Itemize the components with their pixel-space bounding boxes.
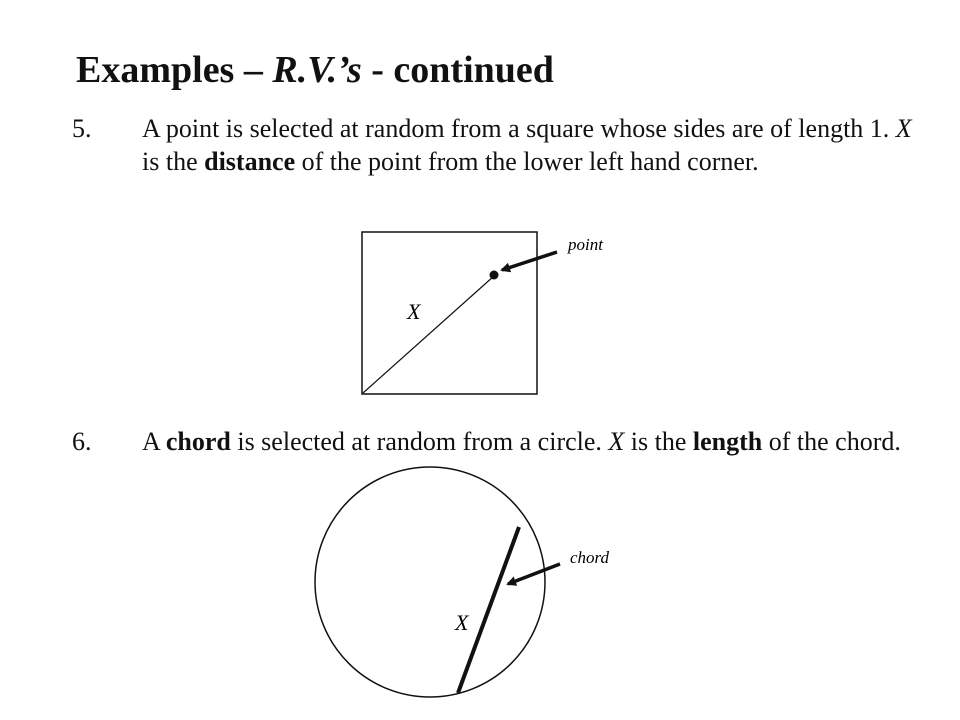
length-variable-label: X (455, 610, 469, 635)
example-number: 6. (72, 427, 92, 456)
distance-line (363, 276, 494, 393)
title-prefix: Examples – (76, 49, 273, 91)
chord-label: chord (570, 548, 610, 567)
variable-symbol: X (608, 427, 625, 456)
emphasis-term: length (692, 427, 763, 456)
text-run: is the (142, 147, 205, 177)
point-label: point (568, 235, 603, 254)
square-figure (362, 232, 604, 394)
text-run: is the (624, 427, 693, 456)
text-run: of the chord. (762, 427, 901, 456)
text-run: of the point from the lower left hand corner. (295, 147, 759, 177)
text-run: A point is selected at random from a square whose sides are of length 1. (142, 114, 896, 143)
distance-variable-label: X (407, 299, 421, 324)
variable-symbol: X (895, 114, 912, 143)
text-run: is selected at random from a circle. (230, 427, 609, 456)
point-arrow (502, 252, 557, 270)
circle-figure (315, 467, 610, 697)
title-italic: R.V.’s (272, 49, 362, 91)
random-point (490, 271, 499, 280)
title-suffix: - continued (361, 49, 554, 91)
emphasis-term: distance (204, 147, 296, 177)
emphasis-term: chord (165, 427, 231, 456)
example-number: 5. (72, 114, 92, 143)
chord-arrow (508, 564, 560, 584)
text-run: A (142, 427, 166, 456)
